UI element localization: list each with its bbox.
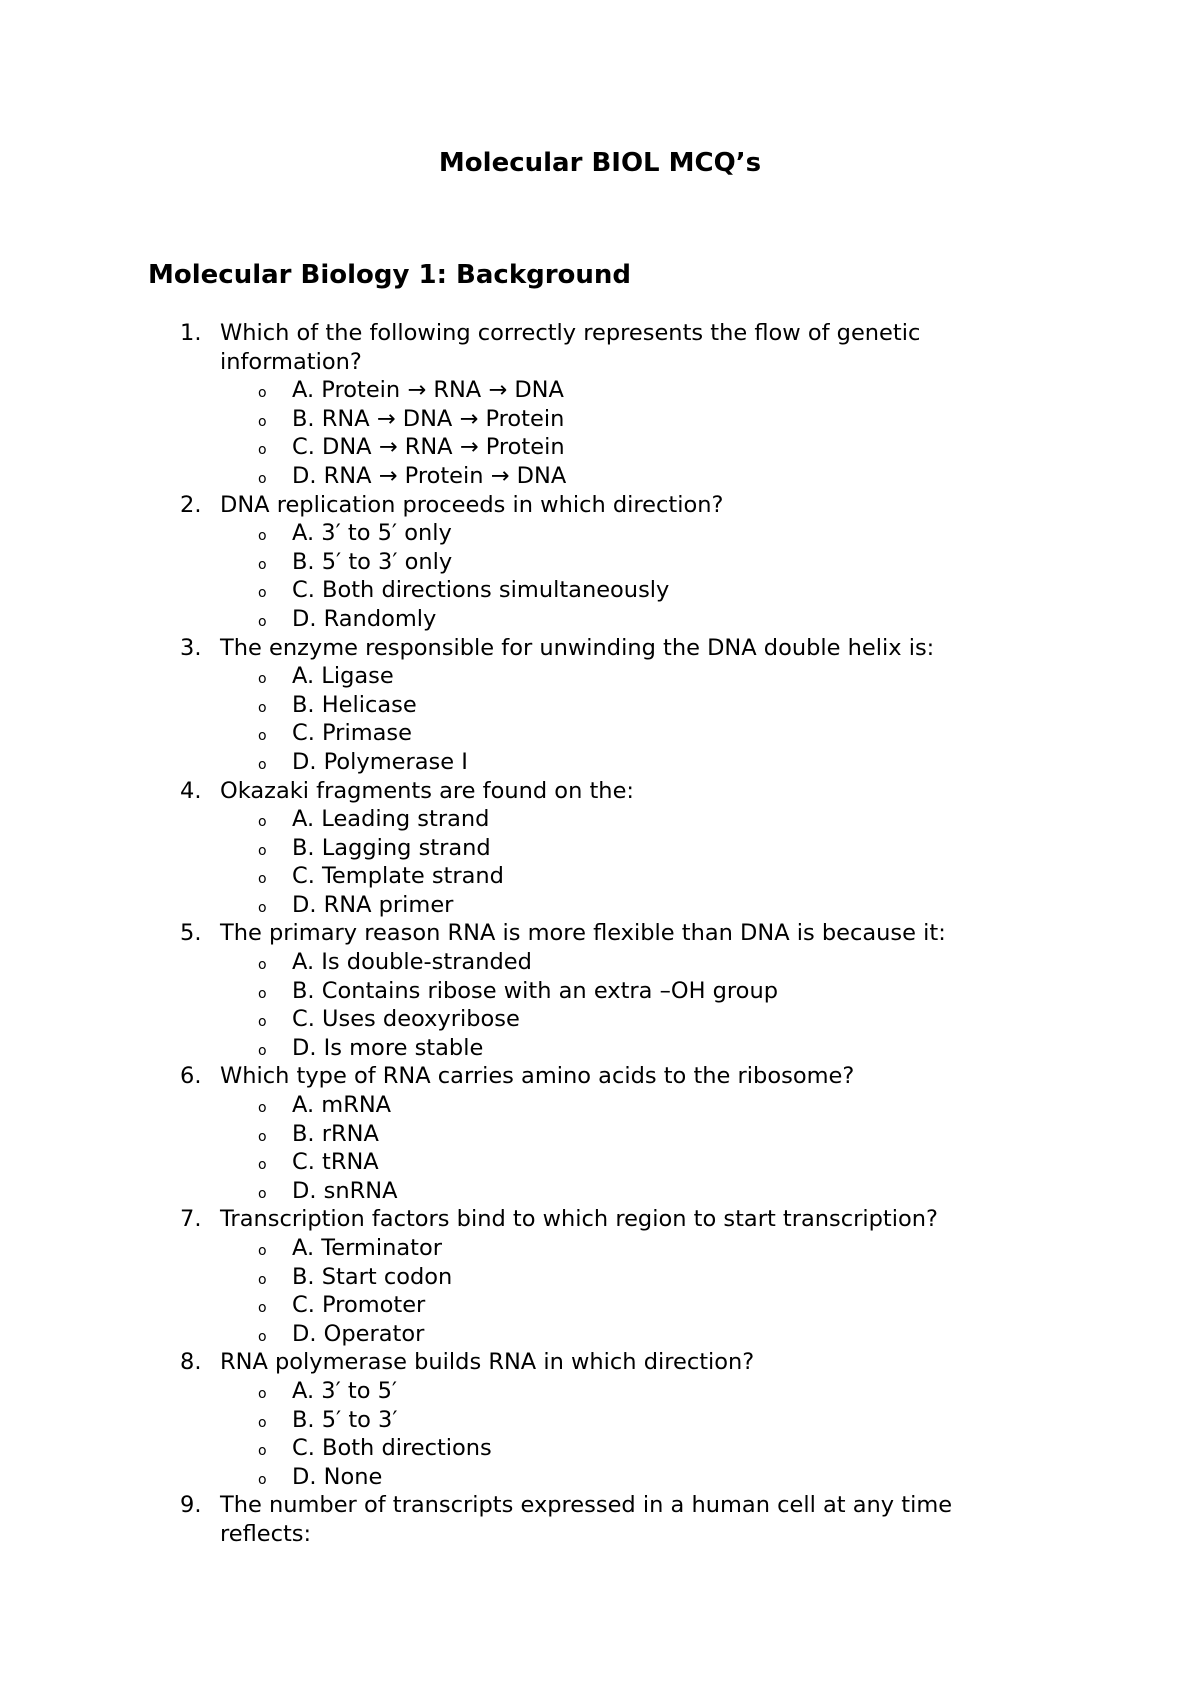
question-text: Okazaki fragments are found on the: bbox=[220, 777, 634, 804]
bullet-icon: o bbox=[258, 385, 267, 402]
answer-option-text: A. Protein → RNA → DNA bbox=[292, 377, 564, 404]
answer-option-text: B. RNA → DNA → Protein bbox=[292, 405, 565, 432]
question-item bbox=[0, 919, 1200, 1062]
answer-option-text: A. Leading strand bbox=[292, 806, 490, 833]
answer-option bbox=[220, 1263, 1020, 1292]
answer-options bbox=[220, 519, 1020, 633]
question-text: The enzyme responsible for unwinding the DNA double helix is: bbox=[220, 634, 935, 661]
bullet-icon: o bbox=[258, 585, 267, 602]
question-number: 9. bbox=[180, 1492, 202, 1519]
bullet-icon: o bbox=[258, 556, 267, 573]
bullet-icon: o bbox=[258, 699, 267, 716]
answer-option bbox=[220, 1406, 1020, 1435]
answer-option-text: B. 5′ to 3′ bbox=[292, 1406, 398, 1433]
question-item bbox=[0, 634, 1200, 777]
answer-option-text: D. RNA primer bbox=[292, 891, 454, 918]
answer-option bbox=[220, 519, 1020, 548]
question-text: The number of transcripts expressed in a human cell at any time reflects: bbox=[220, 1492, 953, 1547]
bullet-icon: o bbox=[258, 1014, 267, 1031]
question-item bbox=[0, 491, 1200, 634]
answer-option-text: C. DNA → RNA → Protein bbox=[292, 434, 565, 461]
question-text: The primary reason RNA is more flexible than DNA is because it: bbox=[220, 920, 946, 947]
bullet-icon: o bbox=[258, 442, 267, 459]
answer-option-text: A. Is double-stranded bbox=[292, 949, 532, 976]
answer-option bbox=[220, 1434, 1020, 1463]
answer-option bbox=[220, 977, 1020, 1006]
bullet-icon: o bbox=[258, 1128, 267, 1145]
question-text: RNA polymerase builds RNA in which direction? bbox=[220, 1349, 755, 1376]
answer-option bbox=[220, 1091, 1020, 1120]
answer-option-text: D. Operator bbox=[292, 1320, 425, 1347]
question-number: 6. bbox=[180, 1063, 202, 1090]
answer-option bbox=[220, 662, 1020, 691]
bullet-icon: o bbox=[258, 613, 267, 630]
answer-option-text: D. None bbox=[292, 1463, 383, 1490]
answer-option bbox=[220, 748, 1020, 777]
answer-option-text: A. Terminator bbox=[292, 1235, 442, 1261]
question-number: 5. bbox=[180, 920, 202, 947]
bullet-icon: o bbox=[258, 1414, 267, 1431]
bullet-icon: o bbox=[258, 1300, 267, 1317]
answer-option-text: B. Lagging strand bbox=[292, 834, 491, 861]
answer-option bbox=[220, 576, 1020, 605]
bullet-icon: o bbox=[258, 1443, 267, 1460]
answer-option-text: D. snRNA bbox=[292, 1177, 398, 1204]
answer-option bbox=[220, 1463, 1020, 1492]
bullet-icon: o bbox=[258, 756, 267, 773]
answer-option bbox=[220, 1120, 1020, 1149]
answer-option bbox=[220, 605, 1020, 634]
bullet-icon: o bbox=[258, 728, 267, 745]
answer-option-text: D. Is more stable bbox=[292, 1034, 484, 1061]
question-text: Which type of RNA carries amino acids to the ribosome? bbox=[220, 1063, 855, 1090]
bullet-icon: o bbox=[258, 528, 267, 545]
answer-option bbox=[220, 891, 1020, 920]
question-item bbox=[0, 1491, 1200, 1548]
answer-option-text: B. Helicase bbox=[292, 691, 417, 718]
answer-option bbox=[220, 1148, 1020, 1177]
answer-option bbox=[220, 862, 1020, 891]
bullet-icon: o bbox=[258, 1385, 267, 1402]
question-number: 4. bbox=[180, 777, 202, 804]
answer-option bbox=[220, 1320, 1020, 1349]
answer-option bbox=[220, 1291, 1020, 1320]
bullet-icon: o bbox=[258, 1328, 267, 1345]
bullet-icon: o bbox=[258, 671, 267, 688]
answer-option-text: B. Contains ribose with an extra –OH group bbox=[292, 977, 778, 1004]
bullet-icon: o bbox=[258, 985, 267, 1002]
answer-option-text: C. tRNA bbox=[292, 1149, 379, 1176]
answer-option-text: D. Polymerase I bbox=[292, 748, 468, 775]
answer-option-text: C. Uses deoxyribose bbox=[292, 1006, 520, 1033]
answer-option bbox=[220, 948, 1020, 977]
bullet-icon: o bbox=[258, 899, 267, 916]
answer-option bbox=[220, 805, 1020, 834]
question-text: Which of the following correctly represents the flow of genetic information? bbox=[220, 320, 921, 375]
answer-option-text: B. rRNA bbox=[292, 1120, 379, 1147]
answer-option-text: C. Primase bbox=[292, 720, 412, 747]
answer-option bbox=[220, 691, 1020, 720]
answer-option bbox=[220, 376, 1020, 405]
answer-option-text: C. Both directions simultaneously bbox=[292, 577, 670, 604]
question-number: 7. bbox=[180, 1206, 202, 1233]
answer-option bbox=[220, 1234, 1020, 1263]
question-number: 1. bbox=[180, 320, 202, 346]
question-number: 2. bbox=[180, 491, 202, 518]
answer-options bbox=[220, 376, 1020, 490]
answer-options bbox=[220, 948, 1020, 1062]
answer-option bbox=[220, 1034, 1020, 1063]
answer-options bbox=[220, 662, 1020, 776]
answer-option-text: C. Both directions bbox=[292, 1435, 492, 1462]
answer-option-text: D. RNA → Protein → DNA bbox=[292, 462, 567, 489]
answer-option bbox=[220, 719, 1020, 748]
answer-option bbox=[220, 1177, 1020, 1206]
answer-option bbox=[220, 1005, 1020, 1034]
answer-option-text: A. 3′ to 5′ bbox=[292, 1377, 398, 1404]
bullet-icon: o bbox=[258, 842, 267, 859]
question-text: DNA replication proceeds in which direction? bbox=[220, 491, 724, 518]
bullet-icon: o bbox=[258, 1243, 267, 1259]
answer-option-text: C. Template strand bbox=[292, 863, 504, 890]
answer-option-text: B. Start codon bbox=[292, 1263, 453, 1290]
answer-option bbox=[220, 433, 1020, 462]
answer-option-text: C. Promoter bbox=[292, 1292, 426, 1319]
answer-option-text: A. mRNA bbox=[292, 1092, 392, 1119]
document-title: Molecular BIOL MCQ’s bbox=[438, 148, 762, 178]
question-item bbox=[0, 1205, 1200, 1348]
answer-options bbox=[220, 1091, 1020, 1205]
section-heading: Molecular Biology 1: Background bbox=[148, 260, 632, 290]
answer-option-text: A. 3′ to 5′ only bbox=[292, 520, 452, 547]
answer-options bbox=[220, 1234, 1020, 1348]
bullet-icon: o bbox=[258, 1271, 267, 1288]
bullet-icon: o bbox=[258, 871, 267, 888]
bullet-icon: o bbox=[258, 413, 267, 430]
bullet-icon: o bbox=[258, 1185, 267, 1202]
answer-option-text: A. Ligase bbox=[292, 663, 394, 690]
question-number: 3. bbox=[180, 634, 202, 661]
question-item bbox=[0, 1062, 1200, 1205]
answer-option bbox=[220, 1377, 1020, 1406]
answer-option bbox=[220, 548, 1020, 577]
answer-options bbox=[220, 1377, 1020, 1491]
answer-option-text: B. 5′ to 3′ only bbox=[292, 548, 453, 575]
bullet-icon: o bbox=[258, 1471, 267, 1488]
bullet-icon: o bbox=[258, 1042, 267, 1059]
question-item bbox=[0, 319, 1200, 491]
bullet-icon: o bbox=[258, 470, 267, 487]
bullet-icon: o bbox=[258, 1157, 267, 1174]
answer-option bbox=[220, 462, 1020, 491]
bullet-icon: o bbox=[258, 814, 267, 831]
question-item bbox=[0, 777, 1200, 920]
question-list bbox=[0, 319, 1200, 1549]
question-item bbox=[0, 1348, 1200, 1491]
answer-option-text: D. Randomly bbox=[292, 605, 437, 632]
bullet-icon: o bbox=[258, 1100, 267, 1117]
bullet-icon: o bbox=[258, 957, 267, 974]
question-text: Transcription factors bind to which region to start transcription? bbox=[220, 1206, 938, 1233]
answer-options bbox=[220, 805, 1020, 919]
answer-option bbox=[220, 405, 1020, 434]
question-number: 8. bbox=[180, 1349, 202, 1376]
answer-option bbox=[220, 834, 1020, 863]
